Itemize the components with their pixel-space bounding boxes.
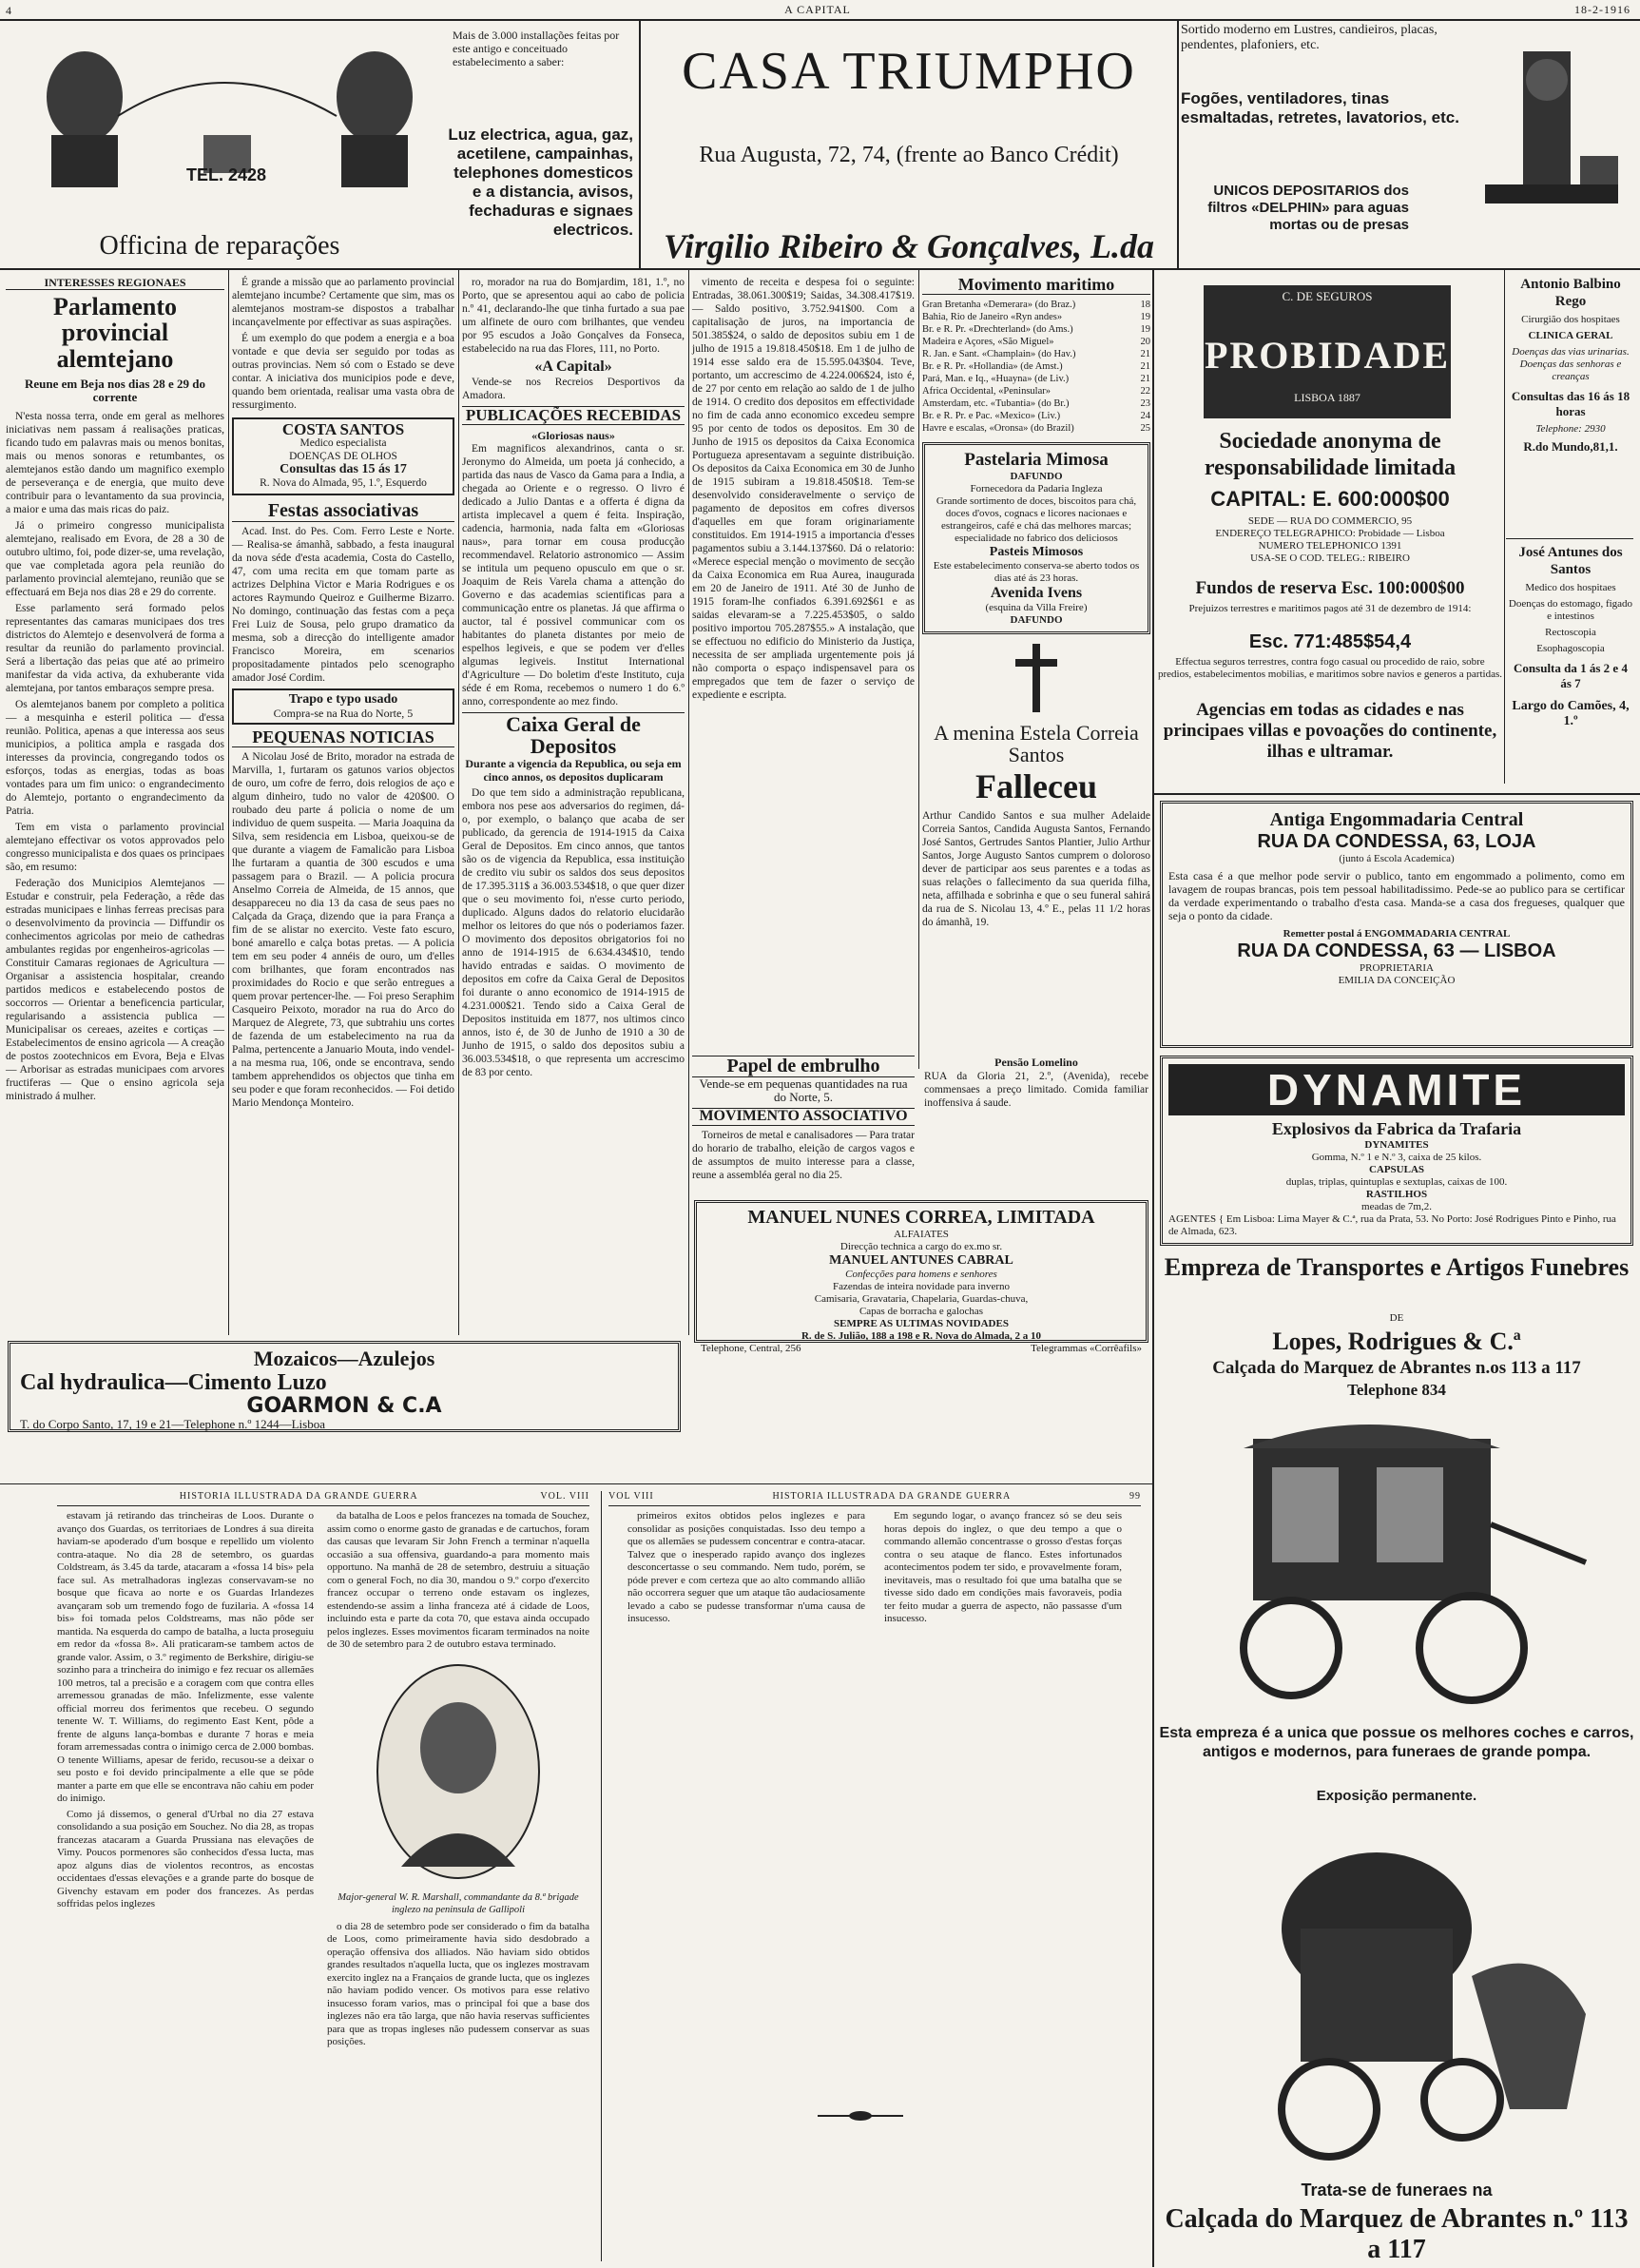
manuel-name: MANUEL NUNES CORREA, LIMITADA [747,1207,1095,1228]
ad-oficina-intro: Mais de 3.000 installações feitas por este antigo e conceituado estabelecimento a saber: [453,29,620,68]
engomadaria-body: Esta casa é a que melhor pode servir o publico, tanto em engommado a polimento, como em lavagem de roupas brancas, pois tem pessoal habilitadissimo. Pede-se ao publico para se certificar da verdade experimentando o trabalho d'esta casa. Manda-se a casa dos fregueses, qualquer que seja o ponto da cidade. [1168,869,1625,922]
manuel-trade: ALFAIATES [894,1229,949,1240]
dynamite-line6: meadas de 7m,2. [1361,1201,1432,1212]
funebres-addr: Calçada do Marquez de Abrantes n.os 113 a 117 [1212,1358,1581,1378]
triumpho-address: Rua Augusta, 72, 74, (frente ao Banco Crédit) [699,143,1119,167]
antunes-name: José Antunes dos Santos [1518,545,1623,577]
caixa-sub: Durante a vigencia da Republica, ou seja em cinco annos, os depositos duplicaram [465,756,682,784]
newspaper-name: A CAPITAL [784,3,851,16]
funebres-title: Empreza de Transportes e Artigos Funebres [1164,1253,1630,1281]
historia-right-col2 [884,1510,1122,1700]
probidade-amount: Esc. 771:485$54,4 [1248,631,1412,652]
capital-body: Vende-se nos Recreios Desportivos da Amadora. [462,376,685,401]
antunes-extra2: Esophagoscopia [1536,643,1605,654]
dynamite-sub: Explosivos da Fabrica da Trafaria [1271,1119,1522,1138]
antunes-spec: Doenças do estomago, figado e intestinos [1508,598,1633,622]
noticias-title: PEQUENAS NOTICIAS [232,728,454,747]
ship-day: 25 [1140,422,1150,434]
mimosa-name: Pastelaria Mimosa [964,449,1109,470]
ad-pastelaria-mimosa [922,442,1150,634]
manuel-director: MANUEL ANTUNES CABRAL [829,1253,1013,1268]
probidade-desc: Effectua seguros terrestres, contra fogo casual ou procedido de raio, sobre predios, estabelecimentos mobilias, e maritimos sobre navios e generos a partidas. [1158,656,1502,680]
paragraph: É grande a missão que ao parlamento provincial alemtejano incumbe? Certamente que sim, mas os alemtejanos mostram-se dispostos a trabalhar incançavelmente por effectivar as suas aspirações. [232,277,454,328]
festas-body: Acad. Inst. do Pes. Com. Ferro Leste e Norte. — Realisa-se ámanhã, sabbado, a festa inaugural da nova séde d'esta academia, Costa do Castello, 47, com uma recita em que tomam parte as actrizes Delphina Victor e Maria Rodrigues e os actores Raymundo Queiroz e Guilherme Bizarro. No domingo, continuação das festas com a peça Frei Luiz de Sousa, pelo grupo dramatico da mesma, sob a direcção do intelligente amador Francisco Moreira, em scenarios propositadamente pintados pelo scenographo amador José Cordim. [232,526,454,684]
manuel-tel: Telephone, Central, 256 [701,1343,801,1354]
ship-row [922,311,1150,323]
mimosa-special: Pasteis Mimosos [989,544,1084,559]
paragraph: Já o primeiro congresso municipalista alemtejano, realisado em Evora, de 28 a 30 de outubro ultimo, foi, pode dizer-se, uma revelação, que vae completada agora pela reunião do parlamento provincial alemtejano, reunião que se effectuará em Beja nos dias 28 e 29 do corrente. [6,519,224,598]
manuel-addr: R. de S. Julião, 188 a 198 e R. Nova do Almada, 2 a 10 [801,1330,1042,1342]
ship-route: Havre e escalas, «Oronsa» (do Brazil) [922,422,1074,434]
historia-left-col2-text: da batalha de Loos e pelos francezes na tomada de Souchez, assim como o enorme gasto de granadas e de cartuchos, foram das causas que levaram Sir John French a terminar n'aquella occasião a sua offensiva, guardando-a para momento mais opportuno. Na manhã de 28 de setembro, destruiu a situação com o general Foch, no dia 30, mandou o 9.º corpo d'exercito francez occupar o terreno onde estavam os inglezes, estendendo-se assim a linha franceza até á cidade de Loos, incluindo esta e parte da cota 70, que estava ainda occupado pelos inglezes. Esses movimentos ficaram terminados na noite de 30 de setembro para 2 de outubro estava terminado. [327,1510,589,1650]
probidade-top: C. DE SEGUROS [1282,289,1373,303]
historia-left-header [57,1491,589,1506]
issue-date: 18-2-1916 [1574,3,1630,16]
costa-name: COSTA SANTOS [281,420,405,438]
papel-body: Vende-se em pequenas quantidades na rua do Norte, 5. [699,1076,908,1104]
dynamite-line5: RASTILHOS [1365,1189,1428,1200]
historia-right-page-number: 99 [1129,1491,1141,1502]
ship-day: 22 [1140,385,1150,397]
engomadaria-title: Antiga Engommadaria Central [1269,809,1524,830]
mimosa-sub: Fornecedora da Padaria Ingleza [970,482,1103,494]
pension-name: Pensão Lomelino [994,1056,1078,1069]
article-subtitle: Reune em Beja nos dias 28 e 29 do corrente [25,376,205,404]
probidade-agencies: Agencias em todas as cidades e nas principaes villas e povoações do continente, ilhas e ultramar. [1163,700,1497,762]
obituary-body: Arthur Candido Santos e sua mulher Adelaide Correia Santos, Candida Augusta Santos, Fernando José Santos, Gertrudes Santos Plantier, Julio Arthur Santos, Jorge Augusto Santos cumprem o doloroso dever de participar aos seus parentes e a todas as suas relações o fallecimento da sua querida filha, neta, affilhada e sobrinha e que o seu funeral sahirá da rua de S. Nicolau 13, 4.º E., pelas 11 1/2 horas do ámanhã, 19. [922,809,1150,928]
historia-left-text: estavam já retirando das trincheiras de Loos. Durante o avanço dos Guardas, os territoriaes de Londres á sua direita haviam-se apoderado d'um bosque e repellido um violento contra-ataque. No dia 28 de setembro, os guardas Coldstream, ás 3.45 da tarde, atacaram a «fossa 14 bis» pela face sul. As metralhadoras inglezas conservavam-se no bosque que ficava ao norte e os Guardas Irlandezes avançaram sob um tremendo fogo de fuzilaria. A «fossa 14 bis» foi tomada pelos Coldstreams, mas não pôde ser mantida. Na esquerda do campo de batalha, a lucta proseguiu em redor da «fossa 8». Ali praticaram-se tambem actos de grande valor. Assim, o 3.º regimento de Berkshire, dirigiu-se sozinho para a trincheira do inimigo e fez recuar os allemães 100 metros, tal a precisão e a coragem com que contra elles arremessou granadas de mão. Infelizmente, esse valente official morreu dos ferimentos que recebeu. O segundo tenente W. T. Williams, do regimento East Kent, pôde a frente de alguns lança-bombas e durante 7 horas e meia foram arremessadas contra o inimigo cerca de 2.000 bombas. O tenente Williams, apesar de ferido, recusou-se a deixar o seu posto e foi devido principalmente a elle que se pôde manter a parte em que elle se encontrava não cahiu em poder do inimigo. [57,1510,314,1804]
historia-left-title: HISTORIA ILLUSTRADA DA GRANDE GUERRA [179,1491,418,1502]
historia-left-page [57,1491,589,2261]
capital-title: «A Capital» [534,359,612,375]
ship-route: R. Jan. e Sant. «Champlain» (do Hav.) [922,348,1076,359]
ship-row [922,299,1150,311]
dynamite-line4: duplas, triplas, quintuplas e sextuplas, caixas de 100. [1285,1176,1508,1188]
triumpho-agents: UNICOS DEPOSITARIOS dos filtros «DELPHIN» para aguas mortas ou de presas [1207,183,1409,233]
funebres-claim: Esta empreza é a unica que possue os melhores coches e carros, antigos e modernos, para funeraes de grande pompa. [1159,1725,1634,1760]
ad-mozaicos [8,1341,681,1432]
engomadaria-remit: Remetter postal á ENGOMMADARIA CENTRAL [1283,928,1511,940]
historia-left-col2 [327,1510,589,2261]
historia-right-text2: Em segundo logar, o avanço francez só se deu seis horas depois do inglez, o que deu tempo a que o commando allemão concentrasse o grosso d'estas forças contra o seu ataque de flanco. Estes infortunados acontecimentos podem ter sido, e provavelmente foram, inevitaveis, mas o resultado foi que uma batalha que se tivesse sido dado em condições mais favoraveis, podia ter feito mudar a guerra de aspecto, não passasse d'um insucesso. [884,1510,1122,1624]
water-filter-illustration [1466,42,1633,261]
mozaicos-line2: Cal hydraulica—Cimento Luzo [20,1370,327,1395]
publicacoes-title: PUBLICAÇÕES RECEBIDAS [462,406,685,425]
paragraph: vimento de receita e despesa foi o seguinte: Entradas, 38.061.300$19; Saidas, 34.308.417$19. — Saldo positivo, 3.752.941$00. Com a capitalisação de juros, na importancia de 501.385$24, o saldo de depositos subiu em 1 de julho de 1915 a 19.818.450$18. Em 1 de julho de 1914 esse saldo era de 15.595.043$04. Teve, portanto, um accrescimo de 4.224.006$24, isto é, de 27 por cento em relação ao saldo de 1 de julho de 1914. O credito dos depositos em effectividade no fim de cada anno economico excedeu sempre 95 por cento de todos os depositos. Em 30 de Junho de 1915 os depositos da Caixa Economica Portugueza apresentavam a seguinte distribuição. Os depositos da Caixa Economica em 30 de Junho de 1915 subiram a 19.818.450$18. Tem-se desenvolvido consideravelmente o serviço de pagamento de depositos em cofres diversos d'aquelles em que foram originariamente constituidos. Em 1914-1915 a importancia d'esses pagamentos subiu a 3.144.137$60. Dá o relatorio: «Merece especial menção o movimento de secção da Caixa Economica em Rua Aurea, inaugurada em 20 de Janeiro de 1911. Até 30 de Junho de 1915 foram-lhe confiados 6.391.692$61 e as saidas elevaram-se a 7.225.453$05, o saldo positivo importou 705.287$55.» A instalação, que se effectuou no edificio do Ministerio da Justiça, necessita de ser ampliada urgentemente pois já não comporta o espaço indispensavel para os empregados que tem de fazer o serviço de expediente e escripta. [692,277,915,701]
paragraph: Tem em vista o parlamento provincial alemtejano effectivar os votos approvados pelo congresso municipalista e dos quaes os principaes são, em resumo: [6,821,224,873]
historia-right-vol: VOL VIII [608,1491,654,1502]
ship-day: 21 [1140,360,1150,372]
ship-day: 20 [1140,336,1150,347]
manuel-line2: Fazendas de inteira novidade para inverno [832,1281,1010,1292]
balbino-addr: R.do Mundo,81,1. [1523,439,1618,454]
section-kicker: INTERESSES REGIONAES [6,276,224,290]
funebres-bottom2: Calçada do Marquez de Abrantes n.º 113 a 117 [1165,2204,1629,2264]
triumpho-goods: Sortido moderno em Lustres, candieiros, placas, pendentes, plafoniers, etc. [1181,23,1437,52]
dynamite-name: DYNAMITE [1168,1064,1625,1115]
maritimo-title: Movimento maritimo [922,276,1150,295]
probidade-city: LISBOA 1887 [1294,391,1360,404]
publicacoes-body: Em magnificos alexandrinos, canta o sr. Jeronymo do Almeida, um poeta já conhecido, a partida das naus de Vasco da Gama para a India, a chegada ao Oriente e o regresso. O livro é dedicado a Julio Dantas e a offerta é digna da artista implecavel a quem é feita. Inspiração, cadencia, harmonia, nada falta em «Gloriosas naus», para tornar em cousa producção recommendavel. Relatorio astronomico — Assim se intitula um pequeno opusculo em que o sr. Joaquim de Reis Varela chama a attenção do Governo e das academias scientificas para a communicação entre os planetas. Já que affirma o auctor, tal é possivel communicar com os habitantes do planeta distantes por meio de espelhos legiveis, e que se podem ver d'elles algumas legiveis. Institut International d'Agriculture — Do boletim d'este Instituto, cuja séde é em Roma, recebemos o numero 1 do 6.º anno, correspondente ao mez findo. [462,442,685,708]
ship-day: 18 [1140,299,1150,310]
ship-row [922,397,1150,410]
funebres-bottom: Trata-se de funeraes na [1301,2181,1493,2200]
funebres-expo: Exposição permanente. [1316,1788,1477,1804]
ad-oficina-tel: TEL. 2428 [186,165,267,184]
antunes-role: Medico dos hospitaes [1525,582,1616,593]
column-5 [922,276,1150,1075]
engomadaria-near: (junto á Escola Academica) [1339,853,1455,864]
cross-icon [1008,640,1065,716]
historia-left-text2: Como já dissemos, o general d'Urbal no dia 27 estava consolidando a sua posição em Souchez. No dia 28, as tropas francezas atacaram a Guarda Prussiana nas elevações de Vimy. Poucos pormenores são conhecidos d'essa lucta, mas apoz alguns dias de violentos recontros, as encostas occidentaes d'essas elevações e a grande parte do bosque de Givenchy estavam em poder dos francezes. As perdas soffridas pelos inglezes [57,1808,314,1909]
ship-day: 19 [1140,311,1150,322]
funebres-phone: Telephone 834 [1347,1381,1446,1399]
ad-triumpho-goods [1181,23,1635,266]
costa-role: Medico especialista [299,437,387,449]
historia-right-title: HISTORIA ILLUSTRADA DA GRANDE GUERRA [772,1491,1012,1502]
costa-spec: DOENÇAS DE OLHOS [289,451,397,462]
antunes-hours: Consulta da 1 ás 2 e 4 ás 7 [1514,661,1628,690]
probidade-code: USA-SE O COD. TELEG.: RIBEIRO [1250,552,1410,564]
ad-engomadaria [1160,801,1633,1048]
historia-left-col2b: o dia 28 de setembro pode ser considerado o fim da batalha de Loos, como primeiramente havia sido desdobrado a operação offensiva dos alliados. Não haviam sido obtidos grandes resultados n'aquella lucta, que os inglezes mostravam exercito inglez na a Françaios de grande lucta, que os inglezes não haviam podido vencer. Os motivos para esse relativo insucesso foram varios, mas o principal foi que a base dos inglezes não era tão larga, que não havia reservas sufficientes para que as tropas ingleses não pudessem conservar as suas posições. [327,1920,589,2047]
ship-day: 21 [1140,348,1150,359]
ship-row [922,385,1150,397]
paragraph: Esse parlamento será formado pelos representantes das camaras municipaes dos tres districtos do Alemtejo e desenvolverá de forma a resultar da reunião do parlamento provincial. Será a libertação das peias que até ao primeiro manifestar da vida activa, da exhuberante vida alemtejana, por tantos embaraços sempre presa. [6,602,224,694]
probidade-paid: Prejuizos terrestres e maritimos pagos até 31 de dezembro de 1914: [1188,603,1472,614]
ad-manuel-nunes-correa [694,1200,1148,1354]
antunes-addr: Largo do Camões, 4, 1.º [1512,699,1630,728]
ad-balbino [1508,276,1633,533]
ship-route: Gran Bretanha «Demerara» (do Braz.) [922,299,1076,310]
manuel-line3: Camisaria, Gravataria, Chapelaria, Guardas-chuva, [814,1293,1029,1305]
triumpho-goods2: Fogões, ventiladores, tinas esmaltadas, retretes, lavatorios, etc. [1181,89,1459,126]
probidade-name: PROBIDADE [1204,334,1451,377]
paragraph: É um exemplo do que podem a energia e a boa vontade e que devia ser seguido por todas as outras provincias. Nem só com o Estado se deve contar. A iniciativa dos municipios pode e deve, quando bem orientada, realisar uma vasta obra de ressurgimento. [232,333,454,411]
ornament-divider [818,2109,903,2123]
mimosa-open: Este estabelecimento conserva-se aberto todos os dias até ás 23 horas. [933,559,1140,584]
engomadaria-addr: RUA DA CONDESSA, 63, LOJA [1257,831,1536,852]
ad-costa-santos [232,417,454,495]
funebres-de: DE [1389,1312,1404,1324]
mozaicos-name: GOARMON & C.A [246,1394,442,1418]
probidade-teleg: ENDEREÇO TELEGRAPHICO: Probidade — Lisboa [1215,528,1445,539]
ad-probidade [1158,276,1502,789]
funeral-carriage-illustration [1187,1824,1605,2166]
movimento-body: Torneiros de metal e canalisadores — Para tratar do horario de trabalho, eleição de cargos vagos e de assumptos de muito interesse para a classe, reune a assembléa geral no dia 25. [692,1129,915,1181]
balbino-clinic: CLINICA GERAL [1528,330,1613,341]
probidade-sede: SEDE — RUA DO COMMERCIO, 95 [1247,515,1413,527]
engomadaria-addr2: RUA DA CONDESSA, 63 — LISBOA [1237,940,1556,961]
ship-row [922,422,1150,435]
manuel-teleg: Telegrammas «Corrêafils» [1031,1343,1142,1354]
ship-day: 19 [1140,323,1150,335]
historia-right-page [608,1491,1141,1871]
ship-route: Pará, Man. e Iq., «Huayna» (de Liv.) [922,373,1070,384]
mimosa-place: DAFUNDO [1010,470,1063,482]
probidade-capital: CAPITAL: E. 600:000$00 [1210,487,1450,511]
caixa-body: Do que tem sido a administração republicana, embora nos pese aos adversarios do regimen, dá-o, por exemplo, o balanço que acaba de ser publicado, da gerencia de 1914-1915 da Caixa Geral de Depositos. Em cinco annos, que tantos são os de vigencia da Republica, essa instituição de credito viu subir os saldos dos seus depositos de 17.395.311$ a 36.003.534$18, o que quer dizer que o seu movimento foi, n'esse curto periodo, duplicado. Alguns dados do relatorio elucidarão melhor os leitores do que nós o poderiamos fazer. O movimento dos depositos obrigatorios foi no anno de 1914-1915 de 6.634.434$10, tendo havido entradas e saidas. O movimento de depositos em cofre da Caixa Geral de Depositos foi durante o anno economico de 1914-1915 de 4.231.000$21. Tendo sido a Caixa Geral de Depositos instituida em 1877, nos ultimos cinco annos, isto é, de 30 de Junho de 1910 a 30 de Junho de 1915, o saldo dos depositos subiu a 36.003.534$18, o que representa um accrescimo de 83 por cento. [462,786,685,1078]
ship-day: 23 [1140,397,1150,409]
probidade-banner [1204,285,1451,418]
paragraph: Federação dos Municipios Alemtejanos — Estudar e construir, pela Federação, a rêde das estradas municipaes e linhas ferreas precisas para o desenvolvimento da provincia — Diffundir os conhecimentos agricolas por meio de cathedras ambulantes regidas por engenheiros-agricolas — Constituir Camaras regionaes de Agricultura — Organisar a assistencia hospitalar, creando partidos medicos e estabelecendo postos de soccorros — Orientar a beneficencia particular, regularisando a assistencia publica — Municipalisar os cereaes, azeites e cortiças — Estabelecimentos de ensino agricola — A creação de postos zootechnicos em Evora, Beja e Elvas — Arborisar as estradas municipaes com arvores fructiferas — Que o ensino agricola seja ministrado á mulher. [6,877,224,1102]
triumpho-owner: Virgilio Ribeiro & Gonçalves, L.da [663,227,1154,265]
ship-row [922,410,1150,422]
balbino-role: Cirurgião dos hospitaes [1521,314,1620,325]
noticias-body: A Nicolau José de Brito, morador na estrada de Marvilla, 1, furtaram os gatunos varios objectos de ouro, um cofre de ferro, dois relogios de aço e algum dinheiro, tudo no valor de 420$00. O roubado deu parte á policia o nome de um individuo de quem suspeita. — Maria Joaquina da Silva, sem residencia em Lisboa, queixou-se de que durante a viagem de Famalicão para Lisboa lhe furtaram a quantia de 300 escudos e uma passagem para o Brazil. — A policia procura Anselmo Correia de Almeida, de 15 annos, que desappareceu no dia 13 da casa de seus paes no Calçada da Graça, dizendo que ia para França a fim de se alistar no exercito. Veste fato escuro, boné amarello e calça botas pretas. — A policia tem em seu poder 4 annéis de ouro, um d'elles com brilhantes, que foram encontrados nas proximidades do Rocio e que serão entregues a quem provar pertencer-lhe. — Foi preso Seraphim Casqueiro Peixoto, morador na rua do Arco do Marquez de Alegrete, 73, que subtrahiu uns cortes de fazenda de um estabelecimento na rua da Palma, pertencente a Januario Mouta, indo vendel-a na mesma rua, 106, onde se encontrava, sendo tambem apprehendidos os objectos que tinha em seu poder e que foram reconhecidos. — Foi detido Mario Mendonça Monteiro. [232,750,454,1109]
ad-antunes [1508,544,1633,791]
obituary-name: A menina Estela Correia Santos [934,720,1139,766]
paragraph: ro, morador na rua do Bomjardim, 181, 1.º, no Porto, que se apresentou aqui ao cabo de policia n.º 41, declarando-lhe que tinha furtado a sua pae um alfinete de ouro com brilhantes, que vendeu por 95 escudos a João Gonçalves da Fonseca, estabelecido na rua das Flores, 111, no Porto. [462,277,685,355]
engomadaria-owner: EMILIA DA CONCEIÇÃO [1338,975,1456,986]
column-3 [462,276,685,1341]
article-title: Parlamento provincial alemtejano [53,293,177,373]
dynamite-line2: Gomma, N.º 1 e N.º 3, caixa de 25 kilos. [1311,1152,1482,1163]
publicacoes-sub: «Gloriosas naus» [531,428,615,442]
mimosa-desc: Grande sortimento de doces, biscoitos para chá, doces d'ovos, cognacs e licores nacionaes e estrangeiros, café e chá das melhores marcas; especialidade no fabrico dos deliciosos [936,494,1137,544]
ship-route: Madeira e Açores, «São Miguel» [922,336,1054,347]
balbino-hours: Consultas das 16 ás 18 horas [1511,389,1630,418]
ship-row [922,373,1150,385]
page-number: 4 [6,4,12,17]
ship-route: Br. e R. Pr. «Hollandia» (de Amst.) [922,360,1063,372]
ad-oficina-services: Luz electrica, agua, gaz, acetilene, campainhas, telephones domesticos e a distancia, avisos, fechaduras e signaes electricos. [448,126,633,239]
portrait-marshall [368,1657,549,1886]
balbino-name: Antonio Balbino Rego [1520,277,1621,309]
manuel-line1: Confecções para homens e senhores [845,1269,997,1280]
ad-funebres [1158,1253,1635,2264]
trapo-title: Trapo e typo usado [288,692,398,707]
dynamite-line3: CAPSULAS [1368,1164,1425,1175]
paragraph: N'esta nossa terra, onde em geral as melhores iniciativas nem passam á realisações praticas, ficando tudo em palavras mais ou menos bonitas, mais ou menos sonoras e retumbantes, os alemtejanos estão dando um magnifico exemplo de perseverança e de energia, que muito deve contribuir para o levantamento da sua provincia, a maior e uma das mais ricas do paiz. [6,410,224,515]
mozaicos-line1: Mozaicos—Azulejos [253,1347,435,1370]
ad-trapo [232,688,454,725]
mimosa-town: DAFUNDO [1010,613,1063,626]
ad-casa-triumpho [643,23,1175,266]
probidade-headline: Sociedade anonyma de responsabilidade limitada [1204,429,1457,480]
ship-day: 21 [1140,373,1150,384]
historia-right-header [608,1491,1141,1506]
costa-hours: Consultas das 15 ás 17 [280,462,407,476]
portrait-caption: Major-general W. R. Marshall, commandante da 8.ª brigade inglezo na peninsula de Gallipoli [338,1891,579,1915]
manuel-line4: Capas de borracha e galochas [859,1306,984,1317]
triumpho-name: CASA TRIUMPHO [682,42,1136,101]
costa-addr: R. Nova do Almada, 95, 1.º, Esquerdo [260,477,427,489]
ship-route: Amsterdam, etc. «Tubantia» (do Br.) [922,397,1070,409]
historia-right-col1 [627,1510,865,1700]
pension-body: RUA da Gloria 21, 2.º, (Avenida), recebe commensaes a preço limitado. Comida familiar inoffensiva á saude. [924,1071,1148,1109]
probidade-phone: NUMERO TELEPHONICO 1391 [1258,540,1402,552]
ship-day: 24 [1140,410,1150,421]
ship-route: Br. e R. Pr. e Pac. «Mexico» (Liv.) [922,410,1061,421]
historia-left-col1 [57,1510,314,2261]
movimento-title: MOVIMENTO ASSOCIATIVO [692,1108,915,1126]
festas-title: Festas associativas [232,501,454,522]
manuel-line5: SEMPRE AS ULTIMAS NOVIDADES [834,1318,1009,1329]
ship-route: Br. e R. Pr. «Drechterland» (do Ams.) [922,323,1073,335]
trapo-sub: Compra-se na Rua do Norte, 5 [273,707,414,720]
mozaicos-addr: T. do Corpo Santo, 17, 19 e 21—Telephone n.º 1244—Lisboa [20,1417,325,1431]
balbino-phone: Telephone: 2930 [1535,423,1606,435]
engomadaria-owner-label: PROPRIETARIA [1360,962,1434,974]
paragraph: Os alemtejanos banem por completo a politica — a mesquinha e esteril politica — d'essa reunião. Politica, apenas a que interessa aos seus municipios, a politica ampla e rasgada dos interesses da provincia, congregando todos os esforços, todas as energias, todas as boas vontades para um fim unico: o engrandecimento do Alemtejo, portanto o engrandecimento da Patria. [6,698,224,817]
caixa-title: Caixa Geral de Depositos [462,712,685,757]
probidade-fund: Fundos de reserva Esc. 100:000$00 [1195,578,1465,598]
ship-row [922,348,1150,360]
balbino-spec: Doenças das vias urinarias. Doenças das senhoras e creanças [1512,346,1630,382]
mimosa-addr: Avenida Ivens [990,584,1083,601]
obituary-head: Falleceu [975,767,1097,806]
manuel-dir: Direcção technica a cargo do ex.mo sr. [839,1241,1003,1252]
ship-route: Africa Occidental, «Peninsular» [922,385,1051,397]
ad-dynamite [1160,1056,1633,1246]
ship-row [922,323,1150,336]
column-2 [232,276,454,1341]
papel-title: Papel de embrulho [692,1056,915,1077]
ad-oficina [6,23,637,266]
ship-route: Bahia, Rio de Janeiro «Ryn andes» [922,311,1063,322]
dynamite-agents: AGENTES { Em Lisboa: Lima Mayer & C.ª, rua da Prata, 53. No Porto: José Rodrigues Pinto e Pinho, rua de Almada, 623. [1168,1213,1616,1237]
ship-row [922,360,1150,373]
mimosa-addr2: (esquina da Villa Freire) [985,601,1088,613]
ship-row [922,336,1150,348]
funebres-firm: Lopes, Rodrigues & C.ª [1272,1328,1521,1355]
hearse-coach-illustration [1187,1410,1605,1715]
antunes-extra1: Rectoscopia [1545,627,1596,638]
dynamite-line1: DYNAMITES [1364,1139,1429,1151]
ad-oficina-title: Officina de reparações [99,231,340,261]
historia-right-text1: primeiros exitos obtidos pelos inglezes e para consolidar as posições conquistadas. Isso deu tempo a que os allemães se pudessem concentrar e contra-atacar. Talvez que o inesperado rapido avanço dos inglezes desconcertasse o seu commando. Nem tudo, porém, se póde prever e com certeza que ao alto commando allião não occorrera seguer que um ataque tão audaciosamente levado a cabo se pudesse transformar n'uma causa de insucesso. [627,1510,865,1624]
maritimo-list [922,299,1150,435]
historia-left-vol: VOL. VIII [540,1491,589,1502]
